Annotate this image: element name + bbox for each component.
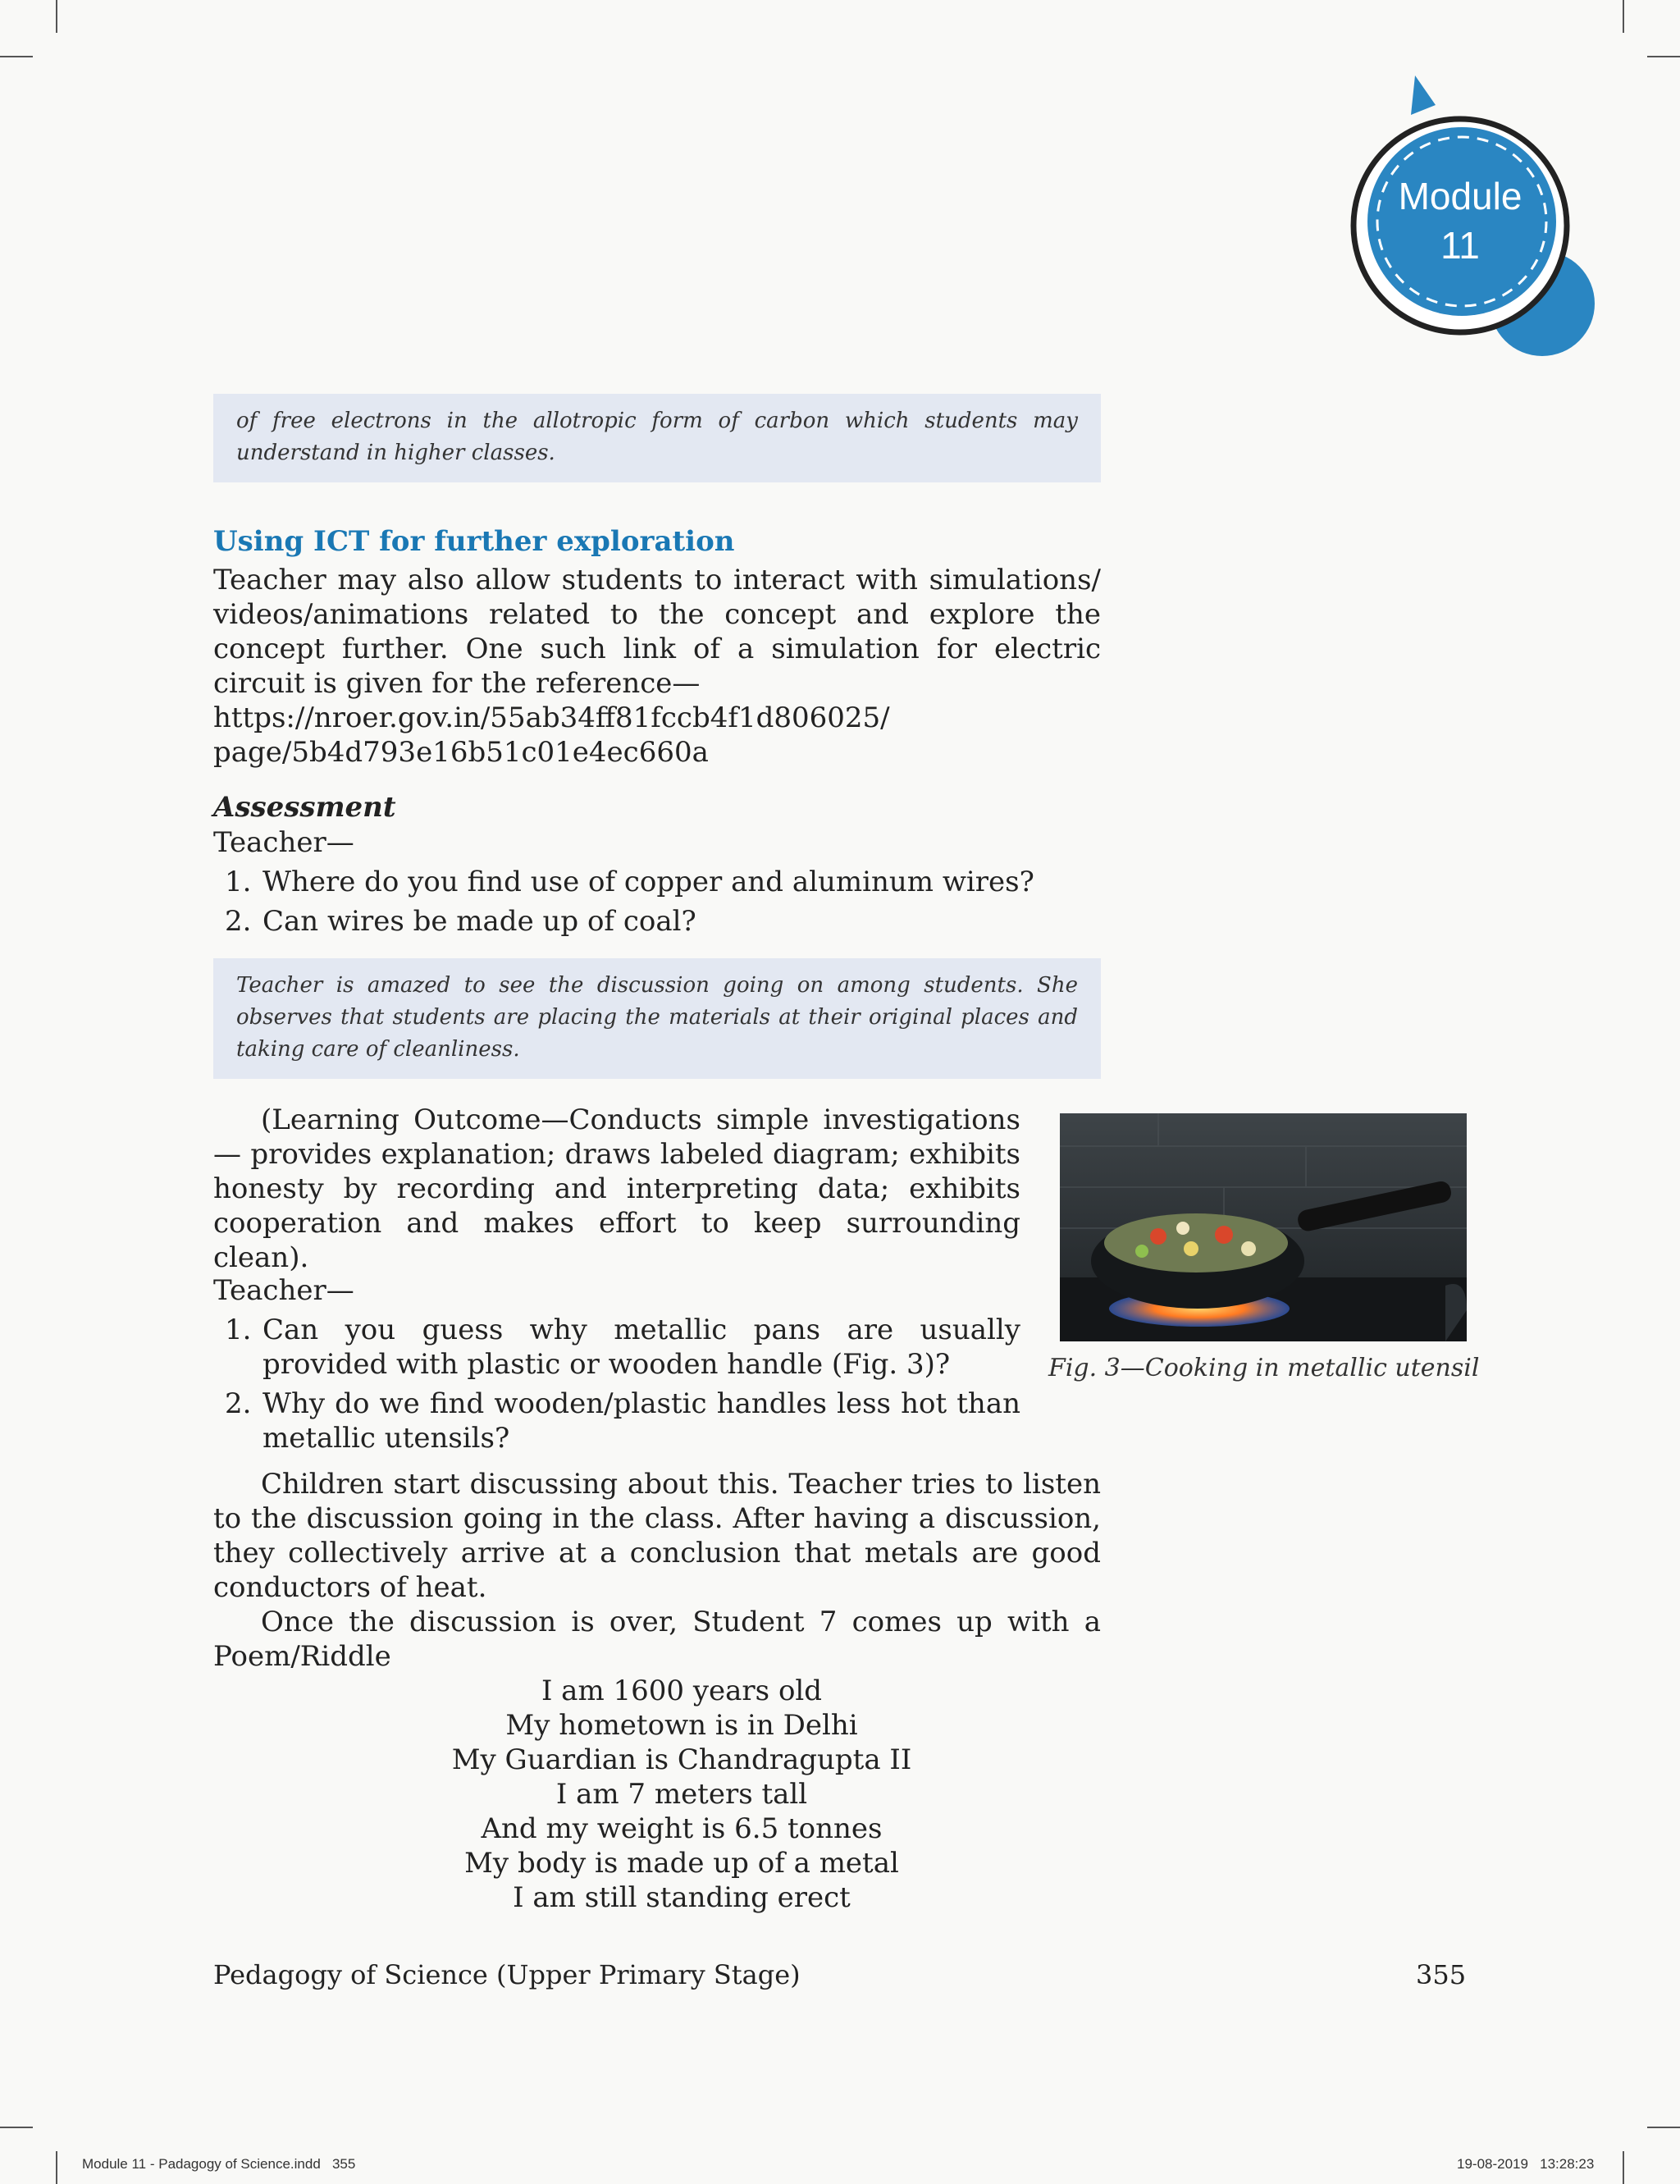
- list-item: 1. Can you guess why metallic pans are usually provided with plastic or wooden handle (Fig. 3)?: [225, 1314, 1020, 1381]
- page-number: 355: [1416, 1959, 1467, 1990]
- crop-mark: [0, 2127, 33, 2128]
- book-title: Pedagogy of Science (Upper Primary Stage): [213, 1959, 801, 1990]
- poem-line: And my weight is 6.5 tonnes: [481, 1812, 883, 1845]
- link-line-2: page/5b4d793e16b51c01e4ec660a: [213, 736, 709, 769]
- crop-mark: [1647, 56, 1680, 57]
- crop-mark: [1623, 0, 1624, 33]
- poem-line: I am still standing erect: [513, 1881, 851, 1914]
- poem-line: My body is made up of a metal: [464, 1847, 899, 1880]
- teacher-label: Teacher—: [213, 1274, 354, 1307]
- cooking-pan-photo: [1060, 1113, 1467, 1341]
- slug-filename: Module 11 - Padagogy of Science.indd 355: [82, 2156, 356, 2172]
- poem: [213, 1674, 1150, 1915]
- teacher-label: Teacher—: [213, 826, 354, 859]
- slug-timestamp: 19-08-2019 13:28:23: [1457, 2156, 1595, 2172]
- list-item: 2. Can wires be made up of coal?: [225, 905, 696, 938]
- assessment-questions: [213, 865, 1116, 939]
- crop-mark: [56, 2151, 57, 2184]
- ict-paragraph: Teacher may also allow students to interact with simulations/ videos/animations related to the concept and explore the concept further. One such link of a simulation for electric circuit is given for the reference—: [213, 564, 1101, 700]
- module-badge: [1321, 66, 1600, 361]
- crop-mark: [56, 0, 57, 33]
- section-heading-assessment: Assessment: [213, 791, 396, 824]
- note-box: of free electrons in the allotropic form of carbon which students may understand in higher classes.: [213, 394, 1101, 482]
- learning-outcome: (Learning Outcome—Conducts simple investigations— provides explanation; draws labeled diagram; exhibits honesty by recording and interpreting data; exhibits cooperation and makes effort to keep surrounding clean).: [213, 1103, 1020, 1274]
- note-box: Teacher is amazed to see the discussion going on among students. She observes that students are placing the materials at their original places and taking care of cleanliness.: [213, 958, 1101, 1079]
- list-item: 1. Where do you find use of copper and aluminum wires?: [225, 866, 1034, 898]
- module-label: Module: [1398, 175, 1522, 217]
- crop-mark: [0, 56, 33, 57]
- list-item: 2. Why do we find wooden/plastic handles less hot than metallic utensils?: [225, 1387, 1020, 1455]
- crop-mark: [1647, 2127, 1680, 2128]
- discussion-paragraph: Children start discussing about this. Teacher tries to listen to the discussion going in the class. After having a discussion, they collectively arrive at a conclusion that metals are good conductors of heat.: [213, 1468, 1101, 1604]
- poem-line: My hometown is in Delhi: [505, 1709, 858, 1742]
- poem-line: I am 7 meters tall: [555, 1778, 808, 1811]
- reference-link[interactable]: [213, 701, 1116, 770]
- section-heading-ict: Using ICT for further exploration: [213, 525, 735, 558]
- module-number: 11: [1440, 224, 1480, 267]
- crop-mark: [1623, 2151, 1624, 2184]
- poem-line: My Guardian is Chandragupta II: [451, 1743, 912, 1776]
- pan-questions: [213, 1313, 1020, 1455]
- poem-intro: Once the discussion is over, Student 7 comes up with a Poem/Riddle: [213, 1606, 1101, 1673]
- poem-line: I am 1600 years old: [541, 1675, 823, 1707]
- figure-caption: Fig. 3—Cooking in metallic utensil: [1048, 1354, 1480, 1382]
- link-line-1: https://nroer.gov.in/55ab34ff81fccb4f1d806025/: [213, 701, 890, 734]
